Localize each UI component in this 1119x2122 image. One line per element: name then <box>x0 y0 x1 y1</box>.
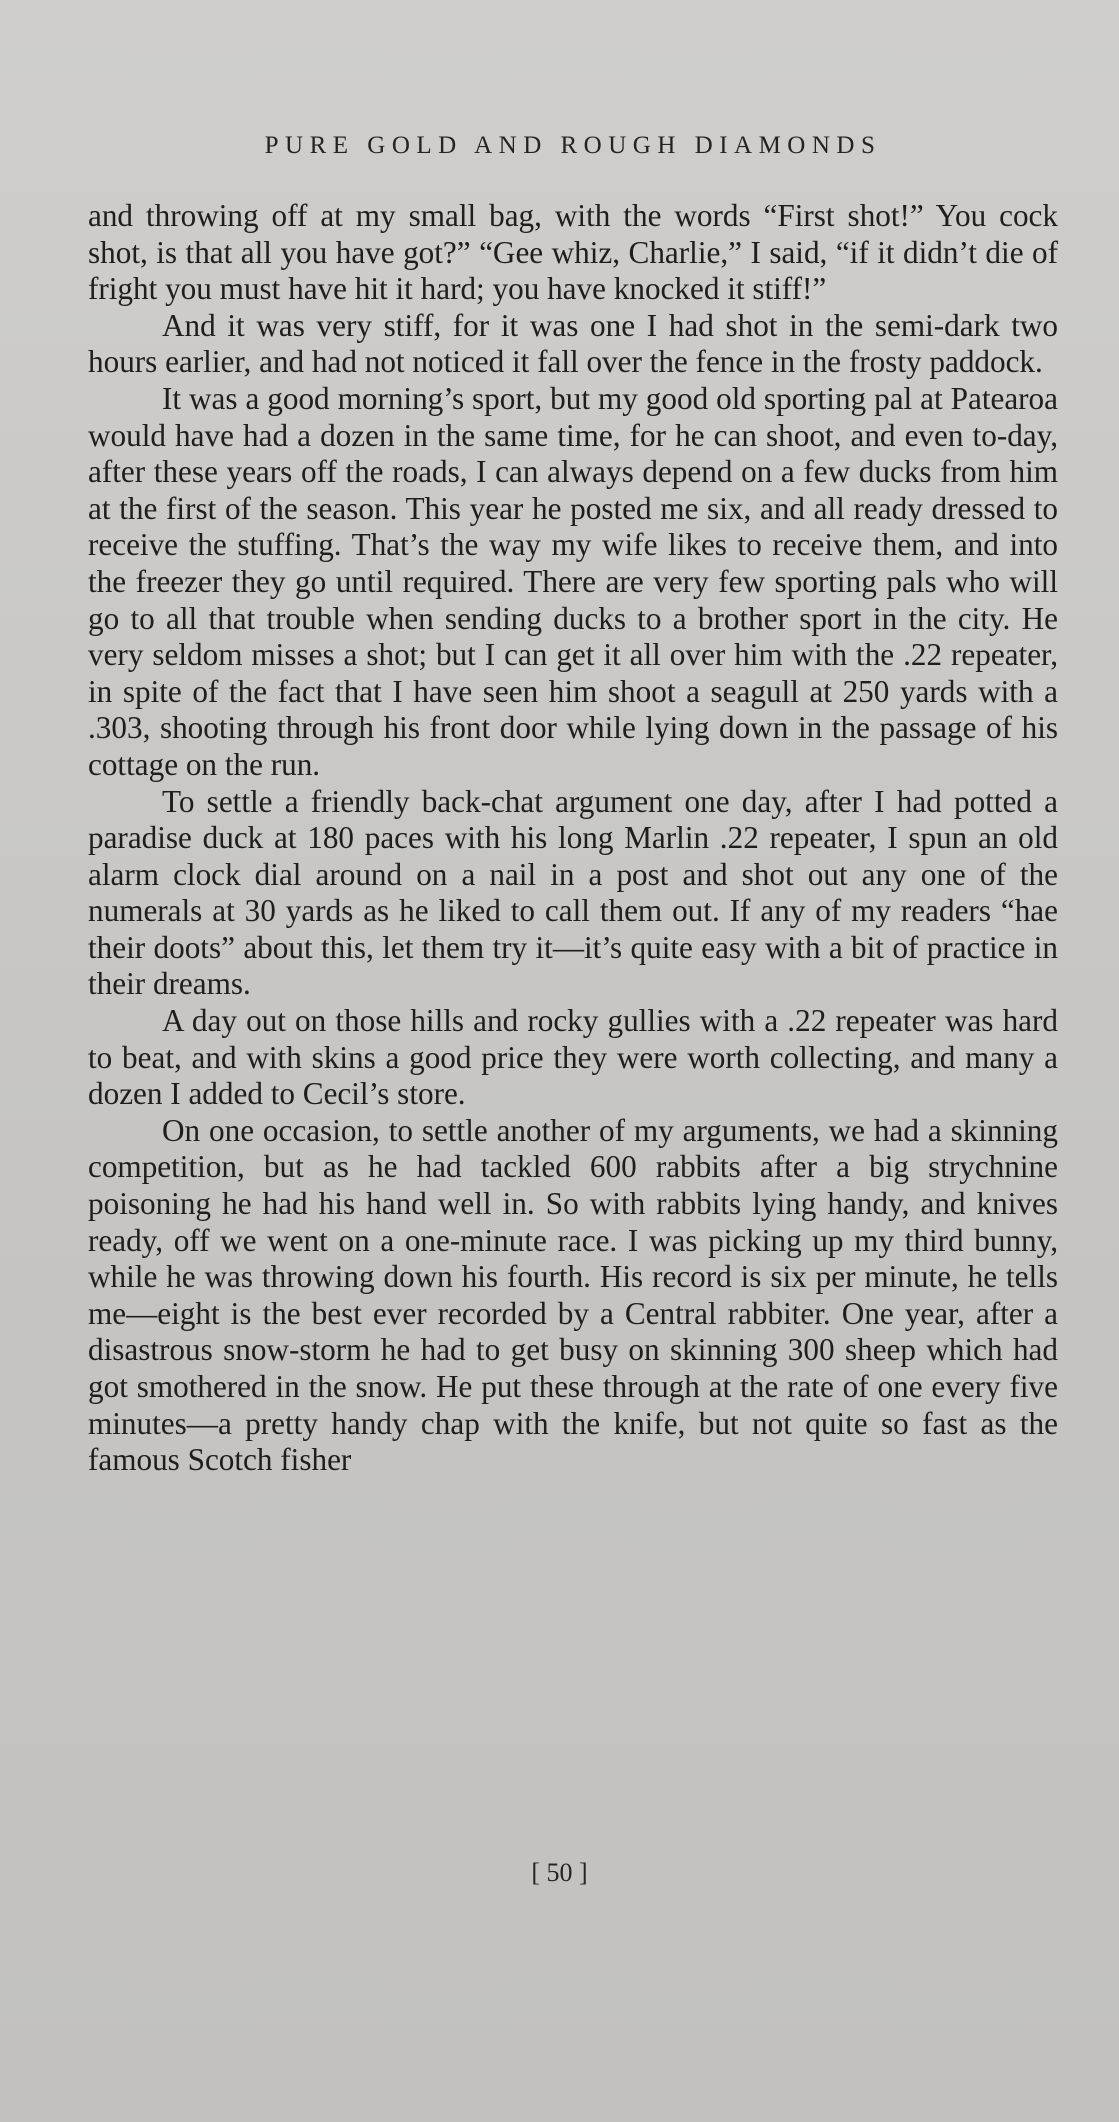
paragraph-alarm-clock: To settle a friendly back-chat argument one day, after I had potted a paradise duck at 180 paces with his long Marlin .22 repeater, I spun an old alarm clock dial around on a nail in a post and shot out any one of the numerals at 30 yards as he liked to call them out. If any of my readers “hae their doots” about this, let them try it—it’s quite easy with a bit of practice in their dreams. <box>88 783 1058 1002</box>
body-text <box>88 198 1058 1479</box>
paragraph-hills: A day out on those hills and rocky gullies with a .22 repeater was hard to beat, and with skins a good price they were worth collecting, and many a dozen I added to Cecil’s store. <box>88 1003 1058 1112</box>
page-number: [ 50 ] <box>531 1858 588 1887</box>
running-head: PURE GOLD AND ROUGH DIAMONDS <box>264 132 882 159</box>
paragraph-stiff: And it was very stiff, for it was one I had shot in the semi-dark two hours earlier, and had not noticed it fall over the fence in the frosty paddock. <box>88 307 1058 380</box>
paragraph-continuation: and throwing off at my small bag, with the words “First shot!” You cock shot, is that all you have got?” “Gee whiz, Charlie,” I said, “if it didn’t die of fright you must have hit it hard; you have knocked it stiff!” <box>88 198 1058 307</box>
paragraph-skinning: On one occasion, to settle another of my arguments, we had a skinning competition, but as he had tackled 600 rabbits after a big strychnine poisoning he had his hand well in. So with rabbits lying handy, and knives ready, off we went on a one-minute race. I was picking up my third bunny, while he was throwing down his fourth. His record is six per minute, he tells me—eight is the best ever recorded by a Central rabbiter. One year, after a disastrous snow-storm he had to get busy on skinning 300 sheep which had got smothered in the snow. He put these through at the rate of one every five minutes—a pretty handy chap with the knife, but not quite so fast as the famous Scotch fisher <box>88 1112 1058 1478</box>
paragraph-sporting-pal: It was a good morning’s sport, but my good old sporting pal at Patearoa would have had a dozen in the same time, for he can shoot, and even to-day, after these years off the roads, I can always depend on a few ducks from him at the first of the season. This year he posted me six, and all ready dressed to receive the stuffing. That’s the way my wife likes to receive them, and into the freezer they go until required. There are very few sporting pals who will go to all that trouble when sending ducks to a brother sport in the city. He very seldom misses a shot; but I can get it all over him with the .22 repeater, in spite of the fact that I have seen him shoot a seagull at 250 yards with a .303, shooting through his front door while lying down in the passage of his cottage on the run. <box>88 380 1058 782</box>
